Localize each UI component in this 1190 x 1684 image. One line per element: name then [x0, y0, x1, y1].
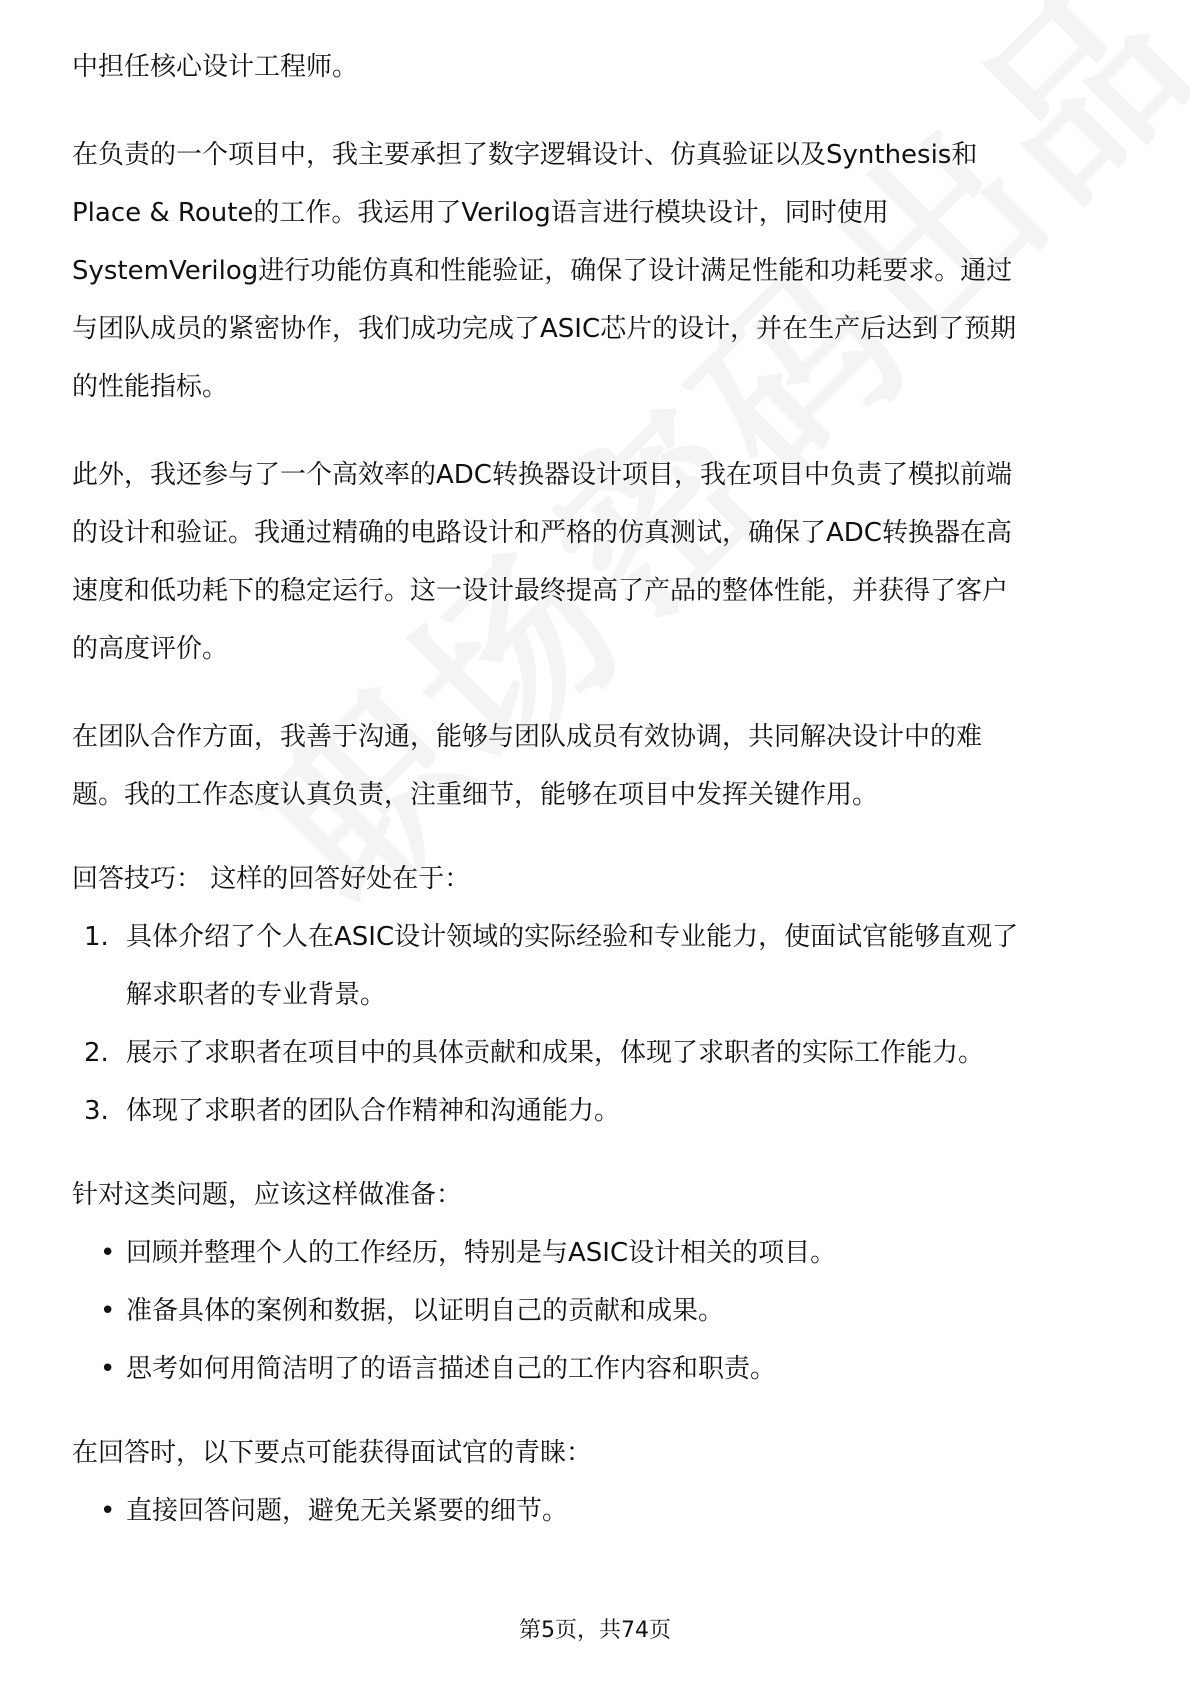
list-item-text: 思考如何用简洁明了的语言描述自己的工作内容和职责。 [126, 1354, 777, 1384]
paragraph-line: SystemVerilog进行功能仿真和性能验证，确保了设计满足性能和功耗要求。通过 [72, 256, 1013, 286]
bullet-icon: • [100, 1496, 116, 1526]
paragraph-line: 的设计和验证。我通过精确的电路设计和严格的仿真测试，确保了ADC转换器在高 [72, 518, 1012, 548]
paragraph-project [72, 126, 1132, 416]
paragraph-line: 题。我的工作态度认真负责，注重细节，能够在项目中发挥关键作用。 [72, 780, 879, 810]
paragraph-line: 的高度评价。 [72, 634, 229, 664]
paragraph-intro-end: 中担任核心设计工程师。 [72, 52, 359, 82]
list-item-text: 准备具体的案例和数据，以证明自己的贡献和成果。 [126, 1296, 725, 1326]
prep-heading: 针对这类问题，应该这样做准备： [72, 1180, 463, 1210]
list-item-line: 解求职者的专业背景。 [126, 980, 387, 1010]
paragraph-adc [72, 446, 1132, 678]
list-number: 2. [84, 1038, 109, 1068]
list-number: 3. [84, 1096, 109, 1126]
list-item [72, 1024, 1132, 1082]
list-item-text: 直接回答问题，避免无关紧要的细节。 [126, 1496, 569, 1526]
document-body [72, 38, 1132, 1540]
paragraph-line: Place & Route的工作。我运用了Verilog语言进行模块设计，同时使用 [72, 198, 889, 228]
favor-list [72, 1482, 1132, 1540]
list-item-text: 回顾并整理个人的工作经历，特别是与ASIC设计相关的项目。 [126, 1238, 837, 1268]
paragraph-line: 与团队成员的紧密协作，我们成功完成了ASIC芯片的设计，并在生产后达到了预期 [72, 314, 1017, 344]
list-item [72, 1082, 1132, 1140]
paragraph-teamwork [72, 708, 1132, 824]
tips-list [72, 908, 1132, 1140]
paragraph-line: 的性能指标。 [72, 372, 229, 402]
list-item [72, 1340, 1132, 1398]
page-footer: 第5页，共74页 [519, 1618, 671, 1643]
bullet-icon: • [100, 1354, 116, 1384]
list-item [72, 1224, 1132, 1282]
tips-heading: 回答技巧： 这样的回答好处在于： [72, 864, 471, 894]
paragraph-line: 此外，我还参与了一个高效率的ADC转换器设计项目，我在项目中负责了模拟前端 [72, 460, 1012, 490]
bullet-icon: • [100, 1296, 116, 1326]
list-item-line: 展示了求职者在项目中的具体贡献和成果，体现了求职者的实际工作能力。 [126, 1038, 985, 1068]
paragraph-line: 在团队合作方面，我善于沟通，能够与团队成员有效协调，共同解决设计中的难 [72, 722, 983, 752]
list-number: 1. [84, 922, 109, 952]
list-item [72, 1282, 1132, 1340]
bullet-icon: • [100, 1238, 116, 1268]
list-item-line: 体现了求职者的团队合作精神和沟通能力。 [126, 1096, 621, 1126]
paragraph-line: 速度和低功耗下的稳定运行。这一设计最终提高了产品的整体性能，并获得了客户 [72, 576, 1009, 606]
list-item [72, 1482, 1132, 1540]
favor-heading: 在回答时，以下要点可能获得面试官的青睐： [72, 1438, 593, 1468]
list-item-line: 具体介绍了个人在ASIC设计领域的实际经验和专业能力，使面试官能够直观了 [126, 922, 1019, 952]
prep-list [72, 1224, 1132, 1398]
list-item [72, 908, 1132, 1024]
paragraph-line: 在负责的一个项目中，我主要承担了数字逻辑设计、仿真验证以及Synthesis和 [72, 140, 978, 170]
